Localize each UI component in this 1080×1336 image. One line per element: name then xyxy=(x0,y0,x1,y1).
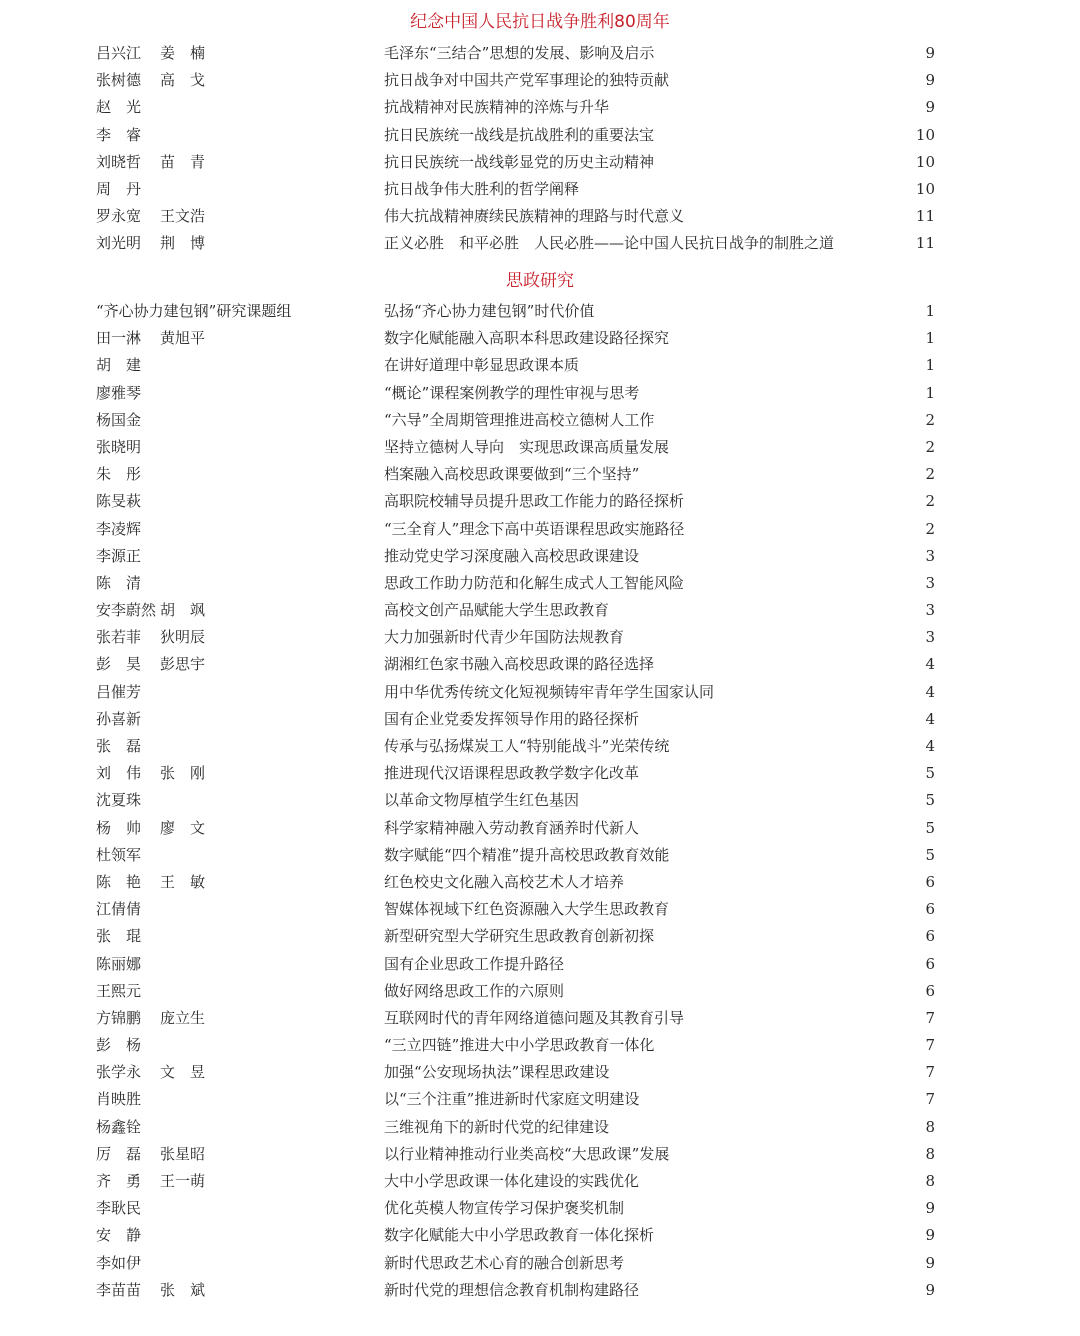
entry-title: 智媒体视域下红色资源融入大学生思政教育 xyxy=(384,900,670,919)
entry-page-number: 3 xyxy=(925,546,935,565)
entry-author: “齐心协力建包钢”研究课题组 xyxy=(96,302,292,320)
entry-title: 互联网时代的青年网络道德问题及其教育引导 xyxy=(384,1008,685,1027)
toc-entry[interactable] xyxy=(0,67,1080,94)
entry-title: 抗日战争对中国共产党军事理论的独特贡献 xyxy=(384,71,670,90)
entry-coauthor: 狄明辰 xyxy=(160,628,206,647)
entry-author: 杨国金 xyxy=(96,410,142,429)
entry-page-number: 2 xyxy=(925,519,935,538)
entry-title: 毛泽东“三结合”思想的发展、影响及启示 xyxy=(384,44,655,62)
entry-page-number: 5 xyxy=(925,845,935,864)
entry-title: 大力加强新时代青少年国防法规教育 xyxy=(384,628,625,647)
entry-title: 档案融入高校思政课要做到“三个坚持” xyxy=(384,465,640,484)
entry-title: “三全育人”理念下高中英语课程思政实施路径 xyxy=(384,519,685,538)
toc-entry[interactable] xyxy=(0,733,1080,760)
entry-coauthor: 胡 飒 xyxy=(160,601,206,620)
entry-page-number: 5 xyxy=(925,818,935,837)
entry-coauthor: 廖 文 xyxy=(160,818,206,837)
toc-entry[interactable] xyxy=(0,380,1080,407)
entry-title: 新时代思政艺术心育的融合创新思考 xyxy=(384,1253,625,1272)
entry-author: 周 丹 xyxy=(96,179,142,198)
toc-entry[interactable] xyxy=(0,923,1080,950)
toc-entry[interactable] xyxy=(0,1005,1080,1032)
entry-coauthor: 彭思宇 xyxy=(160,655,206,674)
entry-author: 杨鑫铨 xyxy=(96,1117,142,1136)
entry-page-number: 9 xyxy=(925,1253,935,1272)
toc-entry[interactable] xyxy=(0,679,1080,706)
entry-title: 在讲好道理中彰显思政课本质 xyxy=(384,356,580,375)
entry-coauthor: 张 斌 xyxy=(160,1280,206,1299)
toc-entry[interactable] xyxy=(0,461,1080,488)
entry-page-number: 1 xyxy=(925,329,935,348)
toc-entry[interactable] xyxy=(0,651,1080,678)
entry-coauthor: 张 刚 xyxy=(160,764,206,783)
section-heading-anniversary: 纪念中国人民抗日战争胜利80周年 xyxy=(410,12,670,32)
entry-coauthor: 高 戈 xyxy=(160,71,206,90)
toc-entry[interactable] xyxy=(0,1086,1080,1113)
entry-page-number: 2 xyxy=(925,437,935,456)
entry-author: 田一淋 xyxy=(96,329,142,348)
toc-entry[interactable] xyxy=(0,1141,1080,1168)
entry-page-number: 11 xyxy=(915,234,935,253)
entry-page-number: 6 xyxy=(925,954,935,973)
entry-page-number: 6 xyxy=(925,927,935,946)
entry-title: “概论”课程案例教学的理性审视与思考 xyxy=(384,383,640,402)
entry-page-number: 9 xyxy=(925,71,935,90)
toc-entry[interactable] xyxy=(0,624,1080,651)
entry-title: 抗日战争伟大胜利的哲学阐释 xyxy=(384,179,580,198)
toc-entry[interactable] xyxy=(0,543,1080,570)
entry-author: 胡 建 xyxy=(96,356,142,375)
section-heading-ideology: 思政研究 xyxy=(506,271,574,291)
entry-title: 优化英模人物宣传学习保护褒奖机制 xyxy=(384,1199,625,1218)
entry-title: “六导”全周期管理推进高校立德树人工作 xyxy=(384,410,655,429)
entry-author: 厉 磊 xyxy=(96,1144,142,1163)
entry-author: 李源正 xyxy=(96,546,142,565)
entry-author: 张 琨 xyxy=(96,927,142,946)
entry-title: 大中小学思政课一体化建设的实践优化 xyxy=(384,1172,640,1190)
toc-entry[interactable] xyxy=(0,325,1080,352)
entry-coauthor: 张星昭 xyxy=(160,1144,206,1163)
entry-page-number: 3 xyxy=(925,573,935,592)
entry-page-number: 11 xyxy=(915,207,935,226)
entry-page-number: 7 xyxy=(925,1008,935,1027)
entry-page-number: 7 xyxy=(925,1036,935,1055)
entry-title: 加强“公安现场执法”课程思政建设 xyxy=(384,1063,610,1082)
toc-entry[interactable] xyxy=(0,1195,1080,1222)
entry-page-number: 7 xyxy=(925,1090,935,1109)
entry-author: 赵 光 xyxy=(96,98,142,117)
entry-title: 以革命文物厚植学生红色基因 xyxy=(384,791,580,810)
entry-author: 刘 伟 xyxy=(96,764,142,783)
toc-entry[interactable] xyxy=(0,40,1080,67)
entry-page-number: 4 xyxy=(925,655,935,674)
entry-coauthor: 王文浩 xyxy=(160,207,206,226)
entry-page-number: 9 xyxy=(925,98,935,117)
entry-coauthor: 姜 楠 xyxy=(160,44,206,62)
entry-author: 彭 杨 xyxy=(96,1036,142,1055)
toc-entry[interactable] xyxy=(0,597,1080,624)
entry-title: 数字化赋能融入高职本科思政建设路径探究 xyxy=(384,329,670,348)
entry-author: 孙喜新 xyxy=(96,709,142,728)
entry-page-number: 8 xyxy=(925,1117,935,1136)
entry-page-number: 10 xyxy=(915,179,935,198)
entry-coauthor: 王 敏 xyxy=(160,872,206,891)
entry-title: 抗日民族统一战线是抗战胜利的重要法宝 xyxy=(384,125,655,144)
toc-entry[interactable] xyxy=(0,516,1080,543)
entry-author: 陈 艳 xyxy=(96,872,142,891)
entry-page-number: 1 xyxy=(925,356,935,375)
entry-page-number: 1 xyxy=(925,302,935,320)
toc-entry[interactable] xyxy=(0,815,1080,842)
entry-page-number: 8 xyxy=(925,1144,935,1163)
entry-coauthor: 庞立生 xyxy=(160,1008,206,1027)
entry-author: 彭 昊 xyxy=(96,655,142,674)
toc-entry[interactable] xyxy=(0,869,1080,896)
entry-author: 吕催芳 xyxy=(96,682,142,701)
entry-page-number: 6 xyxy=(925,872,935,891)
toc-entry[interactable] xyxy=(0,787,1080,814)
entry-author: 李苗苗 xyxy=(96,1280,142,1299)
entry-title: 推进现代汉语课程思政教学数字化改革 xyxy=(384,764,640,783)
entry-title: 国有企业思政工作提升路径 xyxy=(384,954,565,973)
toc-entry[interactable] xyxy=(0,951,1080,978)
entry-author: 肖映胜 xyxy=(96,1090,142,1109)
entry-title: 科学家精神融入劳动教育涵养时代新人 xyxy=(384,818,640,837)
toc-entry[interactable] xyxy=(0,896,1080,923)
entry-title: 伟大抗战精神赓续民族精神的理路与时代意义 xyxy=(384,207,685,226)
entry-author: 李凌辉 xyxy=(96,519,142,538)
entry-author: 张 磊 xyxy=(96,737,142,755)
entry-page-number: 3 xyxy=(925,628,935,647)
toc-list-anniversary xyxy=(0,40,1080,258)
entry-author: 沈夏珠 xyxy=(96,791,142,810)
toc-entry[interactable] xyxy=(0,488,1080,515)
entry-title: 思政工作助力防范和化解生成式人工智能风险 xyxy=(384,573,685,592)
entry-title: 抗战精神对民族精神的淬炼与升华 xyxy=(384,98,610,117)
entry-title: 传承与弘扬煤炭工人“特别能战斗”光荣传统 xyxy=(384,737,670,755)
entry-page-number: 1 xyxy=(925,383,935,402)
toc-entry[interactable] xyxy=(0,570,1080,597)
entry-page-number: 2 xyxy=(925,492,935,511)
toc-entry[interactable] xyxy=(0,203,1080,230)
entry-page-number: 10 xyxy=(915,152,935,171)
entry-author: 方锦鹏 xyxy=(96,1008,142,1027)
entry-title: “三立四链”推进大中小学思政教育一体化 xyxy=(384,1036,655,1055)
entry-author: 刘光明 xyxy=(96,234,142,253)
entry-author: 李如伊 xyxy=(96,1253,142,1272)
entry-author: 王熙元 xyxy=(96,981,142,1000)
toc-entry[interactable] xyxy=(0,1059,1080,1086)
toc-entry[interactable] xyxy=(0,1032,1080,1059)
entry-coauthor: 苗 青 xyxy=(160,152,206,171)
entry-page-number: 2 xyxy=(925,465,935,484)
toc-entry[interactable] xyxy=(0,978,1080,1005)
entry-page-number: 6 xyxy=(925,981,935,1000)
toc-entry[interactable] xyxy=(0,1222,1080,1249)
toc-entry[interactable] xyxy=(0,176,1080,203)
toc-entry[interactable] xyxy=(0,1250,1080,1277)
entry-page-number: 4 xyxy=(925,737,935,755)
entry-author: 安 静 xyxy=(96,1226,142,1245)
entry-coauthor: 黄旭平 xyxy=(160,329,206,348)
entry-title: 新型研究型大学研究生思政教育创新初探 xyxy=(384,927,655,946)
toc-entry[interactable] xyxy=(0,706,1080,733)
toc-entry[interactable] xyxy=(0,298,1080,325)
entry-title: 三维视角下的新时代党的纪律建设 xyxy=(384,1117,610,1136)
toc-entry[interactable] xyxy=(0,149,1080,176)
entry-author: 张晓明 xyxy=(96,437,142,456)
entry-page-number: 7 xyxy=(925,1063,935,1082)
entry-title: 以“三个注重”推进新时代家庭文明建设 xyxy=(384,1090,640,1109)
entry-title: 高职院校辅导员提升思政工作能力的路径探析 xyxy=(384,492,685,511)
entry-title: 湖湘红色家书融入高校思政课的路径选择 xyxy=(384,655,655,674)
entry-title: 用中华优秀传统文化短视频铸牢青年学生国家认同 xyxy=(384,682,715,701)
entry-author: 张树德 xyxy=(96,71,142,90)
entry-page-number: 9 xyxy=(925,1199,935,1218)
entry-title: 数字化赋能大中小学思政教育一体化探析 xyxy=(384,1226,655,1245)
entry-author: 陈旻萩 xyxy=(96,492,142,511)
entry-page-number: 4 xyxy=(925,682,935,701)
entry-author: 李 睿 xyxy=(96,125,142,144)
entry-page-number: 2 xyxy=(925,410,935,429)
entry-page-number: 5 xyxy=(925,764,935,783)
entry-title: 国有企业党委发挥领导作用的路径探析 xyxy=(384,709,640,728)
entry-author: 杨 帅 xyxy=(96,818,142,837)
entry-title: 抗日民族统一战线彰显党的历史主动精神 xyxy=(384,152,655,171)
entry-author: 张若菲 xyxy=(96,628,142,647)
toc-entry[interactable] xyxy=(0,122,1080,149)
entry-author: 安李蔚然 xyxy=(96,601,157,620)
toc-entry[interactable] xyxy=(0,1168,1080,1195)
entry-author: 廖雅琴 xyxy=(96,383,142,402)
entry-page-number: 10 xyxy=(915,125,935,144)
entry-page-number: 3 xyxy=(925,601,935,620)
entry-title: 推动党史学习深度融入高校思政课建设 xyxy=(384,546,640,565)
entry-coauthor: 文 昱 xyxy=(160,1063,206,1082)
toc-entry[interactable] xyxy=(0,230,1080,257)
entry-author: 杜领军 xyxy=(96,845,142,864)
toc-list-ideology xyxy=(0,298,1080,1304)
entry-page-number: 4 xyxy=(925,709,935,728)
entry-page-number: 9 xyxy=(925,44,935,62)
toc-entry[interactable] xyxy=(0,94,1080,121)
entry-author: 吕兴江 xyxy=(96,44,142,62)
toc-entry[interactable] xyxy=(0,1114,1080,1141)
entry-title: 数字赋能“四个精准”提升高校思政教育效能 xyxy=(384,845,670,864)
entry-author: 陈丽娜 xyxy=(96,954,142,973)
entry-title: 做好网络思政工作的六原则 xyxy=(384,981,565,1000)
entry-title: 新时代党的理想信念教育机制构建路径 xyxy=(384,1280,640,1299)
entry-title: 以行业精神推动行业类高校“大思政课”发展 xyxy=(384,1144,670,1163)
entry-title: 坚持立德树人导向 实现思政课高质量发展 xyxy=(384,437,670,456)
entry-author: 江倩倩 xyxy=(96,900,142,919)
entry-author: 齐 勇 xyxy=(96,1172,142,1190)
entry-page-number: 8 xyxy=(925,1172,935,1190)
toc-entry[interactable] xyxy=(0,842,1080,869)
entry-title: 弘扬“齐心协力建包钢”时代价值 xyxy=(384,302,595,320)
toc-entry[interactable] xyxy=(0,760,1080,787)
entry-page-number: 6 xyxy=(925,900,935,919)
entry-author: 李耿民 xyxy=(96,1199,142,1218)
entry-author: 陈 清 xyxy=(96,573,142,592)
entry-page-number: 9 xyxy=(925,1226,935,1245)
entry-page-number: 5 xyxy=(925,791,935,810)
entry-author: 刘晓哲 xyxy=(96,152,142,171)
entry-title: 红色校史文化融入高校艺术人才培养 xyxy=(384,872,625,891)
entry-author: 朱 彤 xyxy=(96,465,142,484)
entry-title: 高校文创产品赋能大学生思政教育 xyxy=(384,601,610,620)
entry-author: 张学永 xyxy=(96,1063,142,1082)
toc-entry[interactable] xyxy=(0,1277,1080,1304)
entry-coauthor: 王一萌 xyxy=(160,1172,206,1190)
toc-entry[interactable] xyxy=(0,352,1080,379)
entry-author: 罗永宽 xyxy=(96,207,142,226)
entry-coauthor: 荆 博 xyxy=(160,234,206,253)
toc-entry[interactable] xyxy=(0,434,1080,461)
toc-entry[interactable] xyxy=(0,407,1080,434)
entry-page-number: 9 xyxy=(925,1280,935,1299)
entry-title: 正义必胜 和平必胜 人民必胜——论中国人民抗日战争的制胜之道 xyxy=(384,234,835,253)
